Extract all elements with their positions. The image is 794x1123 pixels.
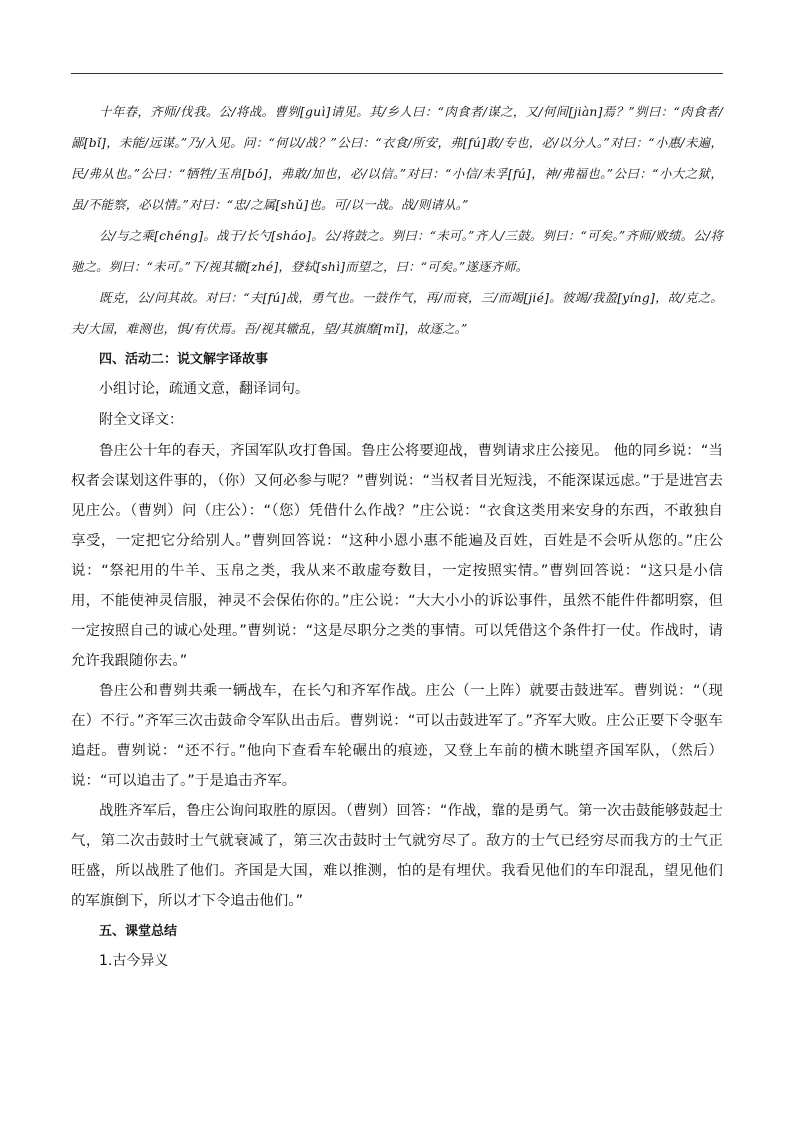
section-5-item-1: 1.古今异义 bbox=[99, 953, 169, 969]
translation-label: 附全文译文： bbox=[99, 412, 183, 428]
translation-paragraph-3: 战胜齐军后，鲁庄公询问取胜的原因。（曹刿）回答：“作战，靠的是勇气。第一次击鼓能够鼓起士气，第二次击鼓时士气就衰减了，第三次击鼓时士气就穷尽了。敌方的士气已经穷尽而我方的士气正旺盛，所以战胜了他们。齐国是大国，难以推测，怕的是有埋伏。我看见他们的车印混乱，望见他们的军旗倒下，所以才下令追击他们。” bbox=[71, 803, 723, 909]
section-4-heading: 四、活动二：说文解字译故事 bbox=[99, 352, 269, 367]
classical-paragraph-1: 十年春，齐师/伐我。公/将战。曹刿[guì]请见。其/乡人曰：“肉食者/谋之，又/何间[jiàn]焉？”刿曰：“肉食者/鄙[bǐ]，未能/远谋。”乃/入见。问：“何以/战？”公曰：“衣食/所安，弗[fú]敢/专也，必/以分人。”对曰：“小惠/未遍，民/弗从也。”公曰：“牺牲/玉帛[bó]，弗敢/加也，必/以信。”对曰：“小信/未孚[fú]，神/弗福也。”公曰：“小大之狱，虽/不能察，必以情。”对曰：“忠/之属[shǔ]也。可/以一战。战/则请从。” bbox=[71, 104, 723, 212]
header-rule bbox=[71, 73, 723, 74]
translation-paragraph-2: 鲁庄公和曹刿共乘一辆战车，在长勺和齐军作战。庄公（一上阵）就要击鼓进军。曹刿说：“（现在）不行。”齐军三次击鼓命令军队出击后。曹刿说：“可以击鼓进军了。”齐军大败。庄公正要下令驱车追赶。曹刿说：“还不行。”他向下查看车轮碾出的痕迹，又登上车前的横木眺望齐国军队，（然后）说：“可以追击了。”于是追击齐军。 bbox=[71, 683, 723, 789]
translation-paragraph-1: 鲁庄公十年的春天，齐国军队攻打鲁国。鲁庄公将要迎战，曹刿请求庄公接见。 他的同乡说：“当权者会谋划这件事的，（你）又何必参与呢？”曹刿说：“当权者目光短浅，不能深谋远虑。”于是进宫去见庄公。（曹刿）问（庄公）：“（您）凭借什么作战？”庄公说：“衣食这类用来安身的东西，不敢独自享受，一定把它分给别人。”曹刿回答说：“这种小恩小惠不能遍及百姓，百姓是不会听从您的。”庄公说：“祭祀用的牛羊、玉帛之类，我从来不敢虚夸数目，一定按照实情。”曹刿回答说：“这只是小信用，不能使神灵信服，神灵不会保佑你的。”庄公说：“大大小小的诉讼事件，虽然不能件件都明察，但一定按照自己的诚心处理。”曹刿说：“这是尽职分之类的事情。可以凭借这个条件打一仗。作战时，请允许我跟随你去。” bbox=[71, 443, 723, 669]
section-5-heading: 五、课堂总结 bbox=[99, 924, 178, 939]
document-body bbox=[71, 96, 723, 977]
classical-paragraph-3: 既克，公/问其故。对曰：“夫[fú]战，勇气也。一鼓作气，再/而衰，三/而竭[jié]。彼竭/我盈[yíng]，故/克之。夫/大国，难测也，惧/有伏焉。吾/视其辙乱，望/其旗靡[mǐ]，故逐之。” bbox=[71, 290, 723, 336]
section-4-instruction: 小组讨论，疏通文意，翻译词句。 bbox=[99, 381, 309, 397]
classical-paragraph-2: 公/与之乘[chéng]。战于/长勺[sháo]。公/将鼓之。刿曰：“未可。”齐人/三鼓。刿曰：“可矣。”齐师/败绩。公/将驰之。刿曰：“未可。”下/视其辙[zhé]，登轼[shì]而望之，曰：“可矣。”遂逐齐师。 bbox=[71, 228, 723, 274]
